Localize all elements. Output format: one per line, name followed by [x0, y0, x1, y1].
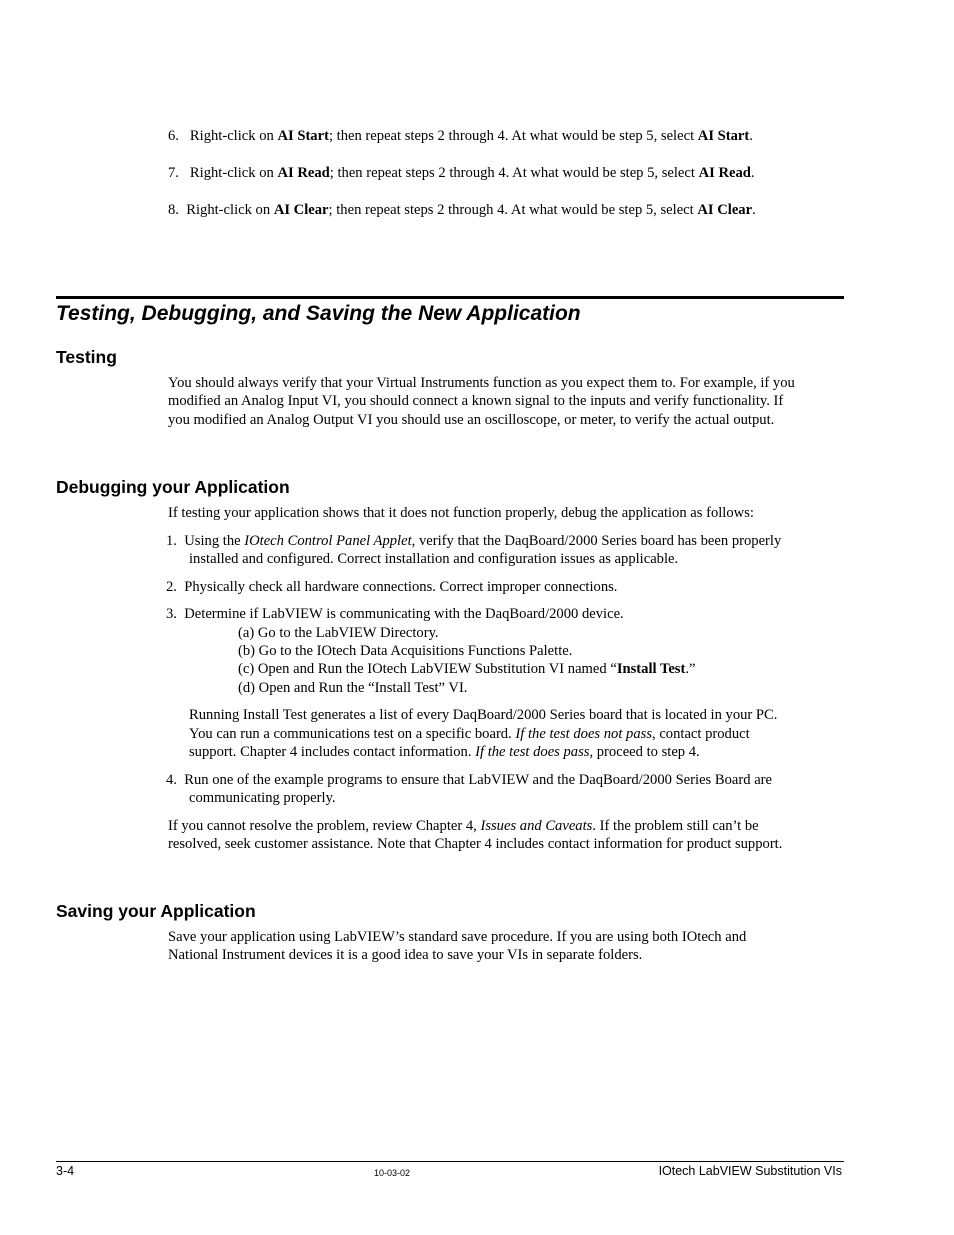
testing-line-1: You should always verify that your Virtual Instruments function as you expect them to. For example, if you — [168, 375, 795, 391]
debug-closing-line-2: resolved, seek customer assistance. Note that Chapter 4 includes contact information for product support. — [168, 836, 783, 852]
footer-doc-title: IOtech LabVIEW Substitution VIs — [658, 1164, 842, 1178]
section-rule — [56, 296, 844, 299]
testing-line-3: you modified an Analog Output VI you should use an oscilloscope, or meter, to verify the actual output. — [168, 412, 775, 428]
debug-item-3-para-line-3: support. Chapter 4 includes contact information. If the test does pass, proceed to step 4. — [189, 744, 700, 760]
section-title: Testing, Debugging, and Saving the New Application — [56, 302, 581, 325]
saving-heading: Saving your Application — [56, 901, 256, 921]
debugging-intro: If testing your application shows that it does not function properly, debug the application as follows: — [168, 505, 754, 521]
debug-item-3-sub-d: (d) Open and Run the “Install Test” VI. — [238, 680, 468, 696]
debug-item-1-line-2: installed and configured. Correct installation and configuration issues as applicable. — [189, 551, 679, 567]
saving-line-2: National Instrument devices it is a good idea to save your VIs in separate folders. — [168, 947, 643, 963]
step-6: 6. Right-click on AI Start; then repeat steps 2 through 4. At what would be step 5, select AI Start. — [168, 128, 753, 144]
debug-item-3-sub-b: (b) Go to the IOtech Data Acquisitions Functions Palette. — [238, 643, 573, 659]
debug-closing-line-1: If you cannot resolve the problem, review Chapter 4, Issues and Caveats. If the problem still can’t be — [168, 818, 759, 834]
footer-page-number: 3-4 — [56, 1164, 75, 1178]
testing-heading: Testing — [56, 347, 117, 367]
step-8: 8. Right-click on AI Clear; then repeat steps 2 through 4. At what would be step 5, select AI Clear. — [168, 202, 756, 218]
debug-item-3-sub-a: (a) Go to the LabVIEW Directory. — [238, 625, 439, 641]
debugging-heading: Debugging your Application — [56, 477, 290, 497]
debug-item-3: 3. Determine if LabVIEW is communicating with the DaqBoard/2000 device. — [166, 606, 624, 622]
debug-item-2: 2. Physically check all hardware connections. Correct improper connections. — [166, 579, 618, 595]
testing-line-2: modified an Analog Input VI, you should connect a known signal to the inputs and verify functionality. If — [168, 393, 784, 409]
step-7: 7. Right-click on AI Read; then repeat steps 2 through 4. At what would be step 5, select AI Read. — [168, 165, 755, 181]
debug-item-1: 1. Using the IOtech Control Panel Applet, verify that the DaqBoard/2000 Series board has been properly — [166, 533, 782, 549]
footer-rule — [56, 1161, 844, 1162]
debug-item-4-line-2: communicating properly. — [189, 790, 336, 806]
debug-item-3-para-line-1: Running Install Test generates a list of every DaqBoard/2000 Series board that is located in your PC. — [189, 707, 778, 723]
debug-item-3-para-line-2: You can run a communications test on a specific board. If the test does not pass, contact product — [189, 726, 750, 742]
debug-item-3-sub-c: (c) Open and Run the IOtech LabVIEW Substitution VI named “Install Test.” — [238, 661, 696, 677]
footer-date: 10-03-02 — [374, 1168, 411, 1178]
debug-item-4: 4. Run one of the example programs to ensure that LabVIEW and the DaqBoard/2000 Series Board are — [166, 772, 773, 788]
saving-line-1: Save your application using LabVIEW’s standard save procedure. If you are using both IOtech and — [168, 929, 747, 945]
